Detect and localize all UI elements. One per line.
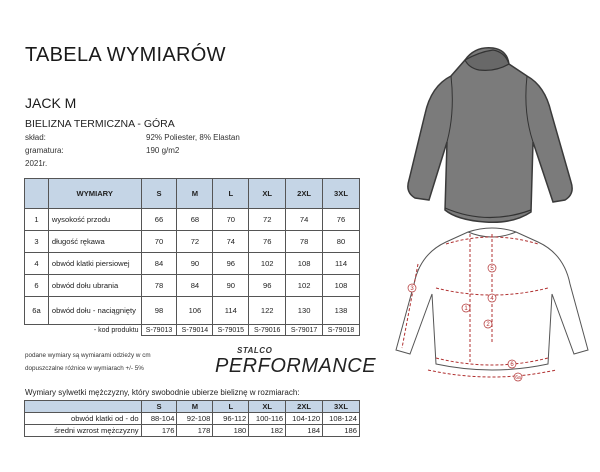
cell: 184	[286, 425, 323, 437]
header-size: 3XL	[323, 401, 360, 413]
cell: 78	[141, 275, 177, 297]
spec-weight-value: 190 g/m2	[146, 146, 180, 155]
cell: 72	[249, 209, 286, 231]
cell: 96-112	[213, 413, 249, 425]
size-table-header	[25, 179, 360, 209]
table-row	[25, 253, 360, 275]
product-name: JACK M	[25, 95, 77, 111]
diagram-sleeve-measure	[402, 264, 418, 348]
code-label: - kod produktu	[93, 326, 139, 334]
diagram-hem-stretched-measure	[428, 370, 556, 377]
header-size: S	[141, 401, 177, 413]
header-label: WYMIARY	[48, 179, 141, 209]
diagram-label: 4	[490, 296, 494, 302]
header-size: M	[177, 179, 213, 209]
row-label: wysokość przodu	[48, 209, 141, 231]
note-measurements: podane wymiary są wymiarami odzieży w cm	[25, 352, 151, 359]
product-year: 2021r.	[25, 159, 48, 168]
body-size-table	[24, 400, 360, 437]
row-number: 6	[25, 275, 49, 297]
row-number: 3	[25, 231, 49, 253]
diagram-label: 2	[486, 322, 490, 328]
cell: 104-120	[286, 413, 323, 425]
cell: 108-124	[323, 413, 360, 425]
diagram-hem-measure	[436, 358, 548, 365]
cell: 76	[249, 231, 286, 253]
cell: 130	[286, 297, 323, 325]
cell: 90	[177, 253, 213, 275]
diagram-label: 5	[490, 266, 494, 272]
table-row	[25, 209, 360, 231]
size-table	[24, 178, 360, 336]
product-code: S-79017	[286, 325, 323, 336]
row-label: obwód klatki piersiowej	[48, 253, 141, 275]
row-number: 1	[25, 209, 49, 231]
product-code: S-79016	[249, 325, 286, 336]
cell: 138	[323, 297, 360, 325]
header-blank	[25, 179, 49, 209]
cell: 80	[323, 231, 360, 253]
product-code: S-79015	[213, 325, 249, 336]
cell: 178	[177, 425, 213, 437]
product-code: S-79018	[323, 325, 360, 336]
page-title: TABELA WYMIARÓW	[25, 44, 226, 66]
cell: 74	[213, 231, 249, 253]
header-size: 3XL	[323, 179, 360, 209]
table-row	[25, 275, 360, 297]
diagram-label: 6	[510, 362, 514, 368]
measurement-diagram	[388, 224, 596, 384]
body-size-table-header	[25, 401, 360, 413]
logo-top-text: STALCO	[237, 346, 273, 355]
cell: 180	[213, 425, 249, 437]
cell: 92-108	[177, 413, 213, 425]
code-blank	[25, 325, 49, 336]
shirt-body	[408, 48, 572, 223]
cell: 102	[286, 275, 323, 297]
row-label: długość rękawa	[48, 231, 141, 253]
cell: 108	[323, 275, 360, 297]
spec-weight-label: gramatura:	[25, 146, 64, 155]
row-label: obwód klatki od - do	[25, 413, 142, 425]
cell: 78	[286, 231, 323, 253]
table-row	[25, 425, 360, 437]
cell: 88-104	[141, 413, 177, 425]
header-size: L	[213, 179, 249, 209]
cell: 96	[249, 275, 286, 297]
diagram-label: 3	[410, 286, 414, 292]
note-tolerance: dopuszczalne różnice w wymiarach +/- 5%	[25, 365, 144, 372]
table-row	[25, 413, 360, 425]
row-label: obwód dołu ubrania	[48, 275, 141, 297]
cell: 72	[177, 231, 213, 253]
cell: 114	[323, 253, 360, 275]
header-size: 2XL	[286, 179, 323, 209]
cell: 74	[286, 209, 323, 231]
table-row	[25, 231, 360, 253]
logo-main-text: PERFORMANCE	[215, 355, 377, 377]
cell: 176	[141, 425, 177, 437]
table-row	[25, 297, 360, 325]
cell: 84	[177, 275, 213, 297]
cell: 90	[213, 275, 249, 297]
row-number: 4	[25, 253, 49, 275]
product-subtitle: BIELIZNA TERMICZNA - GÓRA	[25, 118, 175, 130]
cell: 96	[213, 253, 249, 275]
diagram-label: 1	[464, 306, 468, 312]
spec-composition-label: skład:	[25, 133, 46, 142]
cell: 106	[177, 297, 213, 325]
cell: 70	[213, 209, 249, 231]
cell: 102	[249, 253, 286, 275]
header-size: XL	[249, 401, 286, 413]
cell: 70	[141, 231, 177, 253]
spec-composition-value: 92% Poliester, 8% Elastan	[146, 133, 240, 142]
cell: 182	[249, 425, 286, 437]
brand-logo	[215, 346, 377, 380]
cell: 122	[249, 297, 286, 325]
diagram-label: 6a	[515, 375, 521, 381]
header-size: XL	[249, 179, 286, 209]
row-label: obwód dołu - naciągnięty	[48, 297, 141, 325]
fit-description: Wymiary sylwetki mężczyzny, który swobodnie ubierze bieliznę w rozmiarach:	[25, 388, 300, 397]
header-blank	[25, 401, 142, 413]
product-code: S-79013	[141, 325, 177, 336]
product-code: S-79014	[177, 325, 213, 336]
row-label: średni wzrost mężczyzny	[25, 425, 142, 437]
header-size: S	[141, 179, 177, 209]
product-code-row	[25, 325, 360, 336]
row-number: 6a	[25, 297, 49, 325]
shirt-photo	[395, 42, 585, 230]
cell: 76	[323, 209, 360, 231]
header-size: M	[177, 401, 213, 413]
cell: 68	[177, 209, 213, 231]
cell: 114	[213, 297, 249, 325]
cell: 100-116	[249, 413, 286, 425]
cell: 108	[286, 253, 323, 275]
cell: 66	[141, 209, 177, 231]
header-size: L	[213, 401, 249, 413]
header-size: 2XL	[286, 401, 323, 413]
cell: 84	[141, 253, 177, 275]
cell: 98	[141, 297, 177, 325]
cell: 186	[323, 425, 360, 437]
